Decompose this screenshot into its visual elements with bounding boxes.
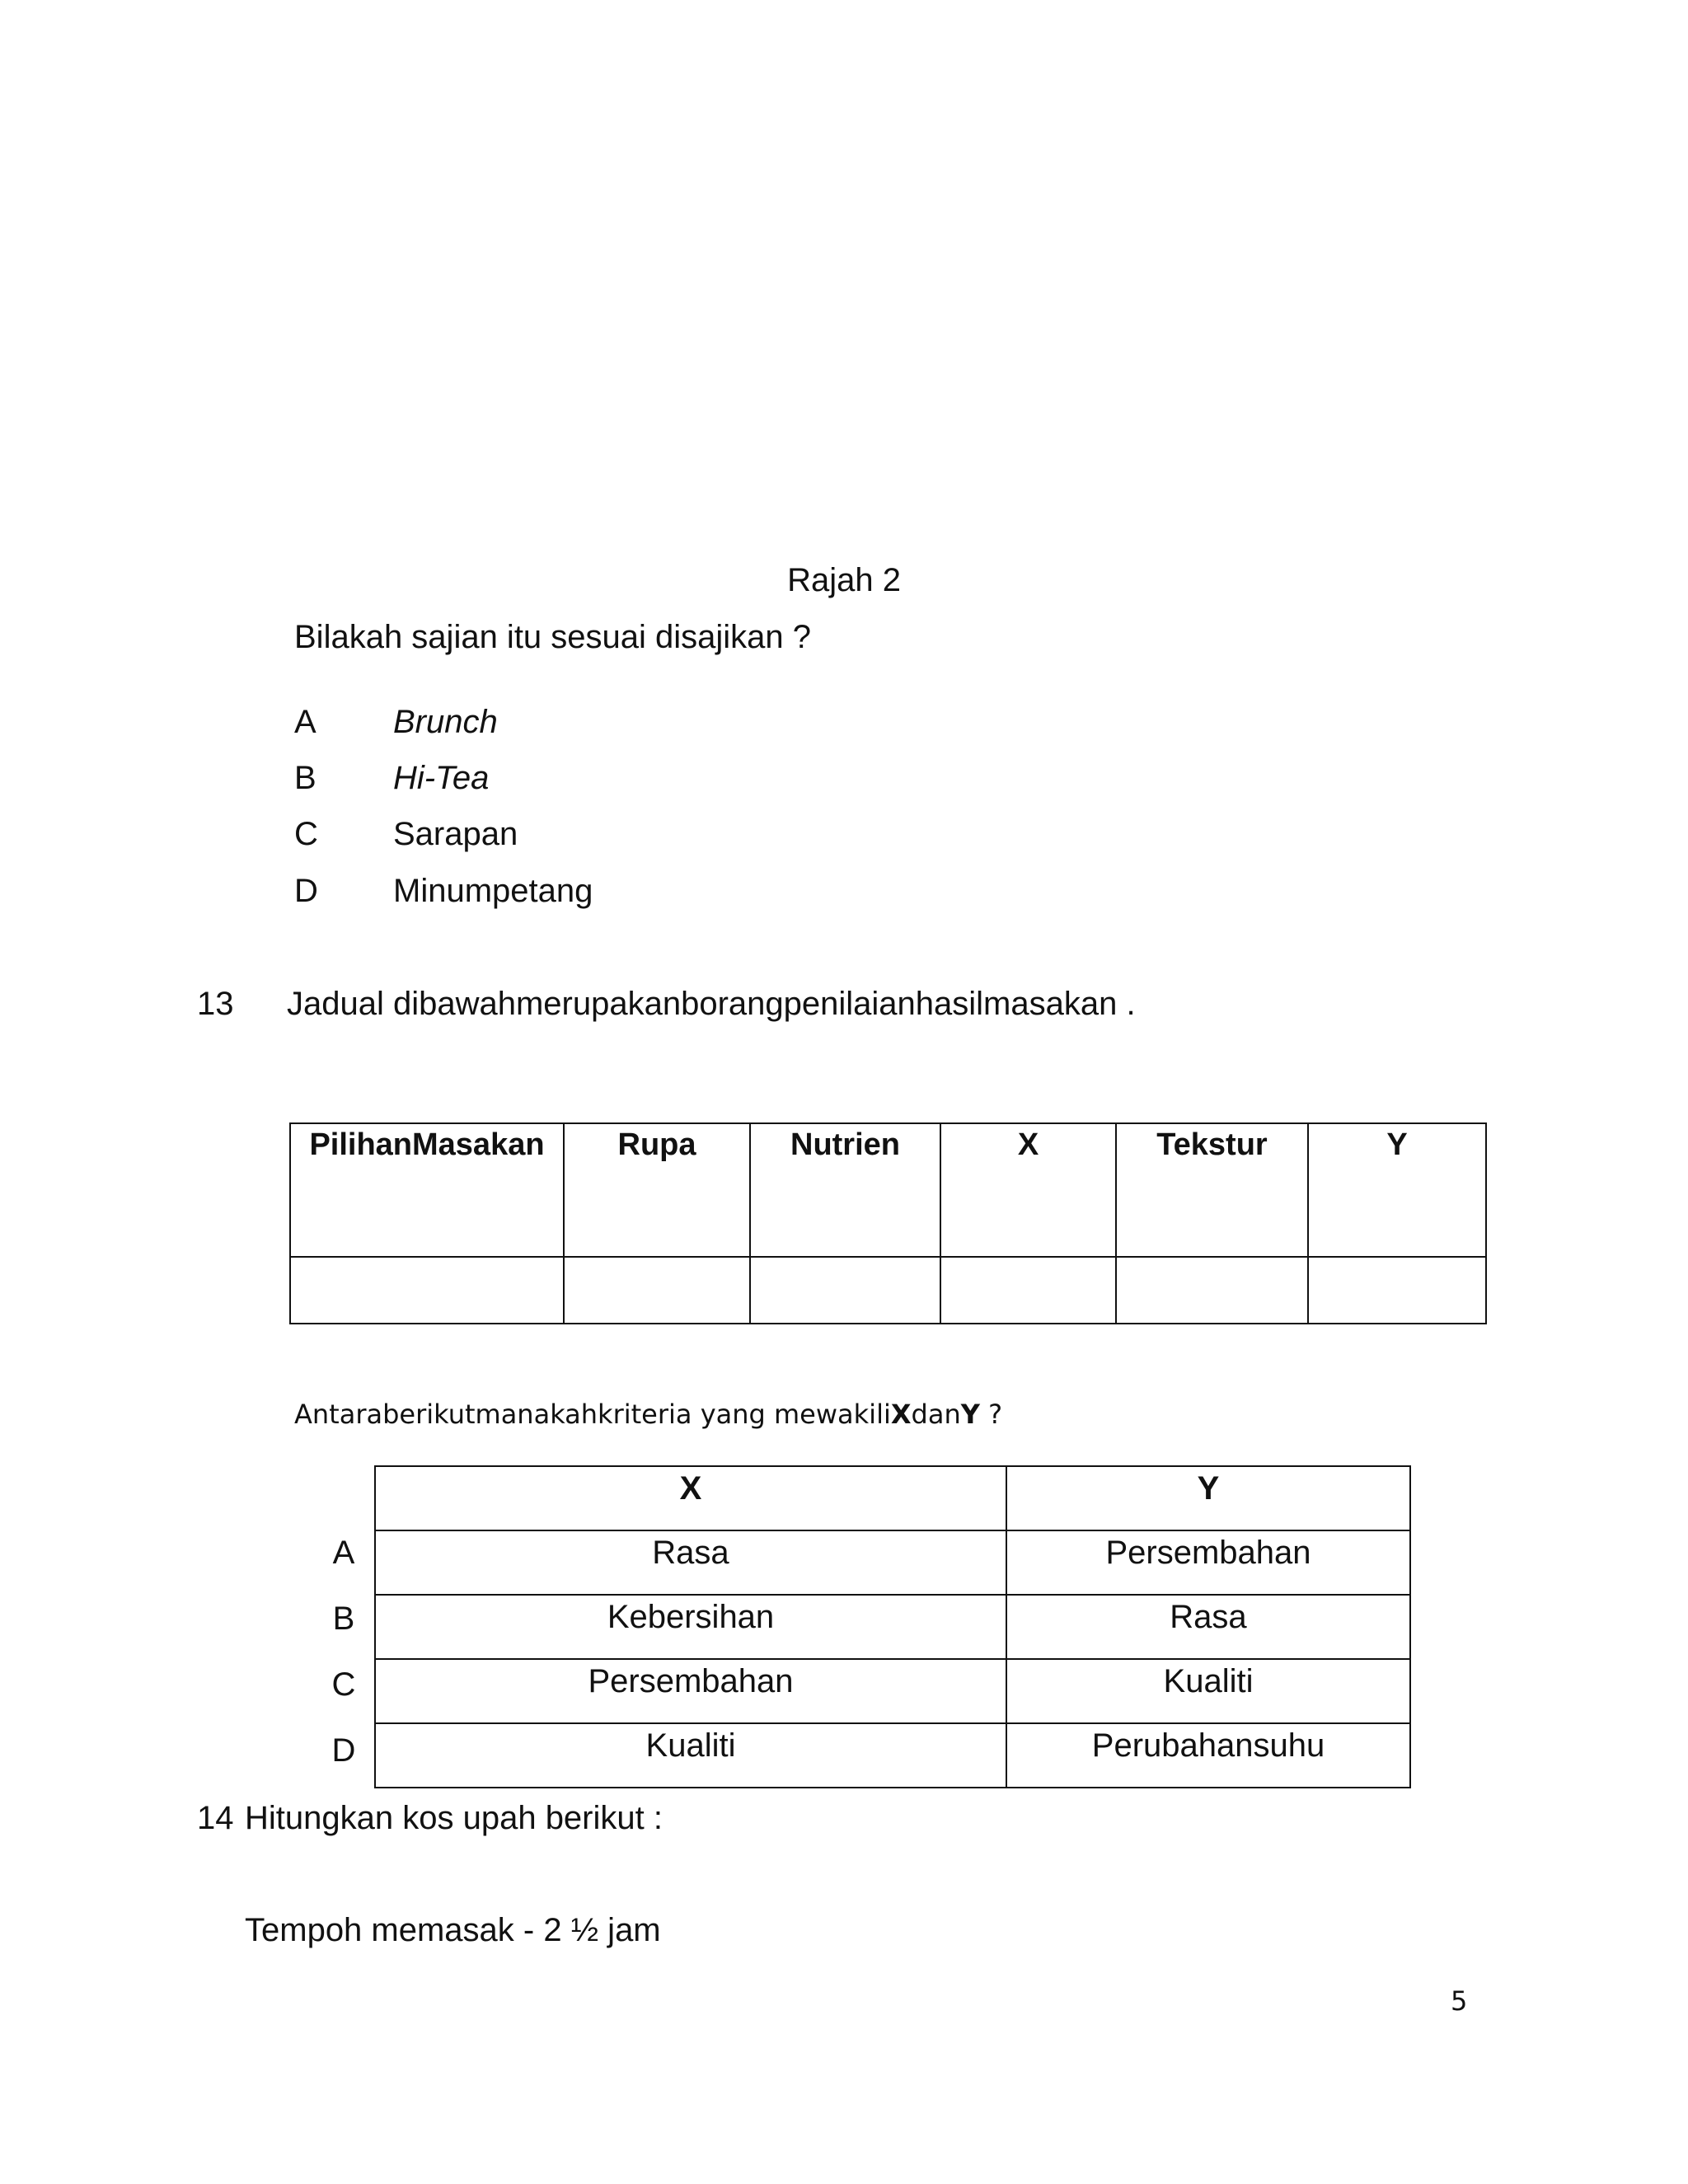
q13-prompt-suffix: ? xyxy=(979,1399,1003,1430)
q13-prompt xyxy=(294,1399,1003,1430)
form-header-cell: X xyxy=(940,1123,1116,1257)
empty-cell xyxy=(290,1257,564,1324)
answer-letter-a: A xyxy=(332,1535,355,1571)
q14-question: Hitungkan kos upah berikut : xyxy=(245,1800,663,1836)
q13-prompt-mid: dan xyxy=(911,1399,961,1430)
answer-letter-d: D xyxy=(331,1732,356,1769)
answer-row-a xyxy=(375,1530,1410,1595)
form-table-header-row xyxy=(290,1123,1486,1257)
empty-cell xyxy=(1308,1257,1486,1324)
answer-row-c xyxy=(375,1659,1410,1723)
q14-number: 14 xyxy=(197,1800,234,1836)
answer-cell-x: Kebersihan xyxy=(375,1595,1006,1659)
form-header-cell: PilihanMasakan xyxy=(290,1123,564,1257)
q13-prompt-y: Y xyxy=(960,1399,980,1430)
form-header-cell: Nutrien xyxy=(750,1123,940,1257)
answer-header-x: X xyxy=(375,1466,1006,1530)
page-number: 5 xyxy=(1451,1985,1468,2017)
empty-cell xyxy=(940,1257,1116,1324)
q13-number: 13 xyxy=(197,986,234,1022)
q12-option-b-letter: B xyxy=(294,760,316,796)
form-header-cell: Tekstur xyxy=(1116,1123,1308,1257)
answer-cell-y: Kualiti xyxy=(1006,1659,1410,1723)
answer-row-b xyxy=(375,1595,1410,1659)
answer-options-table xyxy=(374,1465,1411,1788)
answer-row-d xyxy=(375,1723,1410,1788)
form-table-empty-row xyxy=(290,1257,1486,1324)
q13-prompt-prefix: Antaraberikutmanakahkriteria yang mewakili xyxy=(294,1399,891,1430)
q12-option-d-text: Minumpetang xyxy=(393,873,593,909)
figure-caption: Rajah 2 xyxy=(787,562,901,598)
q14-detail: Tempoh memasak - 2 ½ jam xyxy=(245,1912,661,1948)
q12-option-a-letter: A xyxy=(294,704,316,740)
form-header-cell: Rupa xyxy=(564,1123,750,1257)
q12-option-a-text: Brunch xyxy=(393,704,498,740)
q12-option-c-letter: C xyxy=(294,816,318,852)
answer-cell-x: Persembahan xyxy=(375,1659,1006,1723)
answer-cell-y: Perubahansuhu xyxy=(1006,1723,1410,1788)
answer-cell-y: Rasa xyxy=(1006,1595,1410,1659)
form-header-cell: Y xyxy=(1308,1123,1486,1257)
answer-cell-y: Persembahan xyxy=(1006,1530,1410,1595)
empty-cell xyxy=(750,1257,940,1324)
answer-header-row xyxy=(375,1466,1410,1530)
q12-option-d-letter: D xyxy=(294,873,318,909)
answer-cell-x: Rasa xyxy=(375,1530,1006,1595)
answer-cell-x: Kualiti xyxy=(375,1723,1006,1788)
q13-prompt-x: X xyxy=(890,1399,912,1430)
empty-cell xyxy=(1116,1257,1308,1324)
q12-question: Bilakah sajian itu sesuai disajikan ? xyxy=(294,619,812,655)
empty-cell xyxy=(564,1257,750,1324)
answer-letter-c: C xyxy=(331,1666,356,1703)
answer-letter-b: B xyxy=(332,1601,355,1637)
answer-header-y: Y xyxy=(1006,1466,1410,1530)
q12-option-b-text: Hi-Tea xyxy=(393,760,490,796)
q13-intro: Jadual dibawahmerupakanborangpenilaianhasilmasakan . xyxy=(287,986,1136,1022)
q12-option-c-text: Sarapan xyxy=(393,816,518,852)
assessment-form-table xyxy=(289,1122,1487,1324)
